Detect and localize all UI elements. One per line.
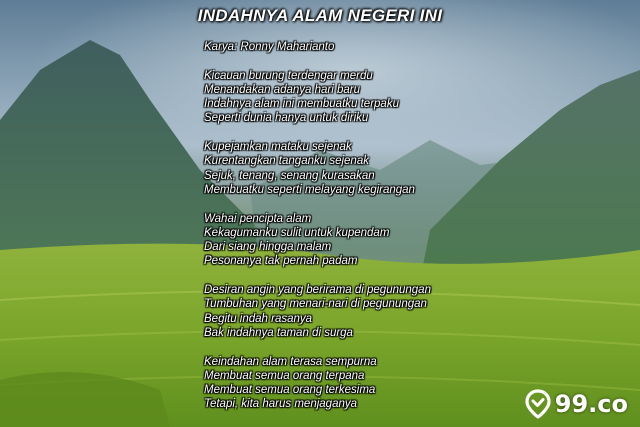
poem-line: Begitu indah rasanya [204, 312, 313, 325]
poem-line: Pesonanya tak pernah padam [204, 255, 358, 268]
poem-title: INDAHNYA ALAM NEGERI INI [197, 6, 443, 25]
poem-line: Kupejamkan mataku sejenak [204, 141, 352, 154]
poem-line: Tumbuhan yang menari-nari di pegunungan [204, 298, 427, 311]
poem-line: Tetapi, kita harus menjaganya [204, 398, 358, 411]
brand-logo [525, 389, 628, 419]
poem-line: Bak indahnya taman di surga [204, 326, 353, 339]
stanza [204, 355, 504, 412]
poem-line: Kurentangkan tanganku sejenak [204, 155, 369, 168]
stanza [204, 140, 504, 197]
poem-author: Karya: Ronny Maharianto [204, 41, 335, 53]
brand-name: 99.co [554, 390, 628, 418]
stanza [204, 283, 504, 340]
poem-line: Kicauan burung terdengar merdu [204, 69, 373, 82]
poem-line: Sejuk, tenang, senang kurasakan [204, 169, 375, 182]
poem-line: Keindahan alam terasa sempurna [204, 355, 377, 368]
poem-line: Kekagumanku sulit untuk kupendam [204, 226, 390, 239]
poem-body [204, 40, 504, 412]
poem-line: Membuat semua orang terpana [204, 369, 365, 382]
poem-line: Seperti dunia hanya untuk diriku [204, 112, 369, 125]
location-pin-icon [525, 389, 551, 419]
poem-line: Dari siang hingga malam [204, 241, 332, 254]
poem-line: Membuat semua orang terkesima [204, 384, 376, 397]
poem-line: Wahai pencipta alam [204, 212, 312, 225]
poem-line: Membuatku seperti melayang kegirangan [204, 183, 415, 196]
poem-line: Menandakan adanya hari baru [204, 83, 361, 96]
stanza [204, 212, 504, 269]
stanza [204, 69, 504, 126]
poem-line: Desiran angin yang berirama di pegunungan [204, 284, 431, 297]
poem-line: Indahnya alam ini membuatku terpaku [204, 98, 399, 111]
